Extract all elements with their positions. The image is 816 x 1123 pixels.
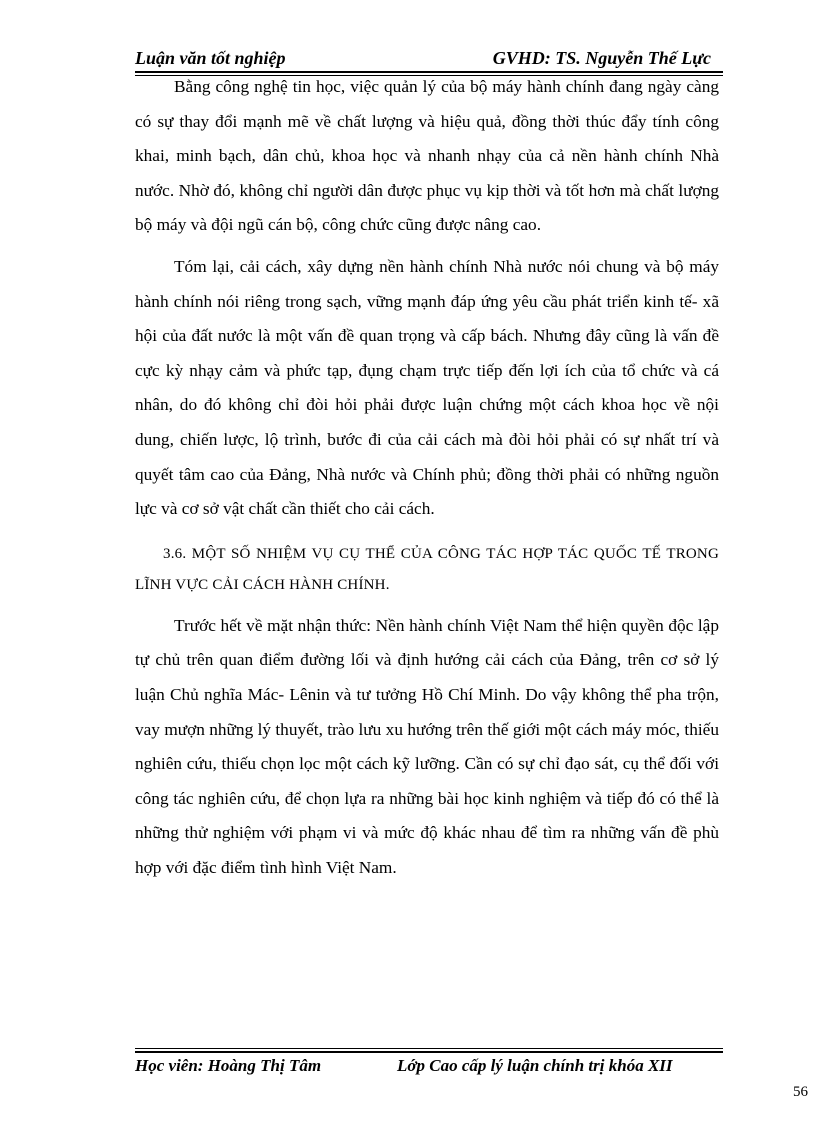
footer-student: Học viên: Hoàng Thị Tâm [135,1056,322,1075]
footer-divider-thin [135,1048,723,1049]
paragraph-1: Bằng công nghệ tin học, việc quản lý của bộ máy hành chính đang ngày càng có sự thay đổi mạnh mẽ về chất lượng và hiệu quả, đồng thời thúc đẩy tính công khai, minh bạch, dân chủ, khoa học và nhanh nhạy của cả nền hành chính Nhà nước. Nhờ đó, không chỉ người dân được phục vụ kịp thời và tốt hơn mà chất lượng bộ máy và đội ngũ cán bộ, công chức cũng được nâng cao. [135,77,719,235]
paragraph-2: Tóm lại, cải cách, xây dựng nền hành chính Nhà nước nói chung và bộ máy hành chính nói riêng trong sạch, vững mạnh đáp ứng yêu cầu phát triển kinh tế- xã hội của đất nước là một vấn đề quan trọng và cấp bách. Nhưng đây cũng là vấn đề cực kỳ nhạy cảm và phức tạp, đụng chạm trực tiếp đến lợi ích của tổ chức và cá nhân, do đó không chỉ đòi hỏi phải được luận chứng một cách khoa học về nội dung, chiến lược, lộ trình, bước đi của cải cách mà đòi hỏi phải có sự nhất trí và quyết tâm cao của Đảng, Nhà nước và Chính phủ; đồng thời phải có những nguồn lực và cơ sở vật chất cần thiết cho cải cách. [135,256,719,519]
paragraph-3: Trước hết về mặt nhận thức: Nền hành chính Việt Nam thể hiện quyền độc lập tự chủ trên quan điểm đường lối và định hướng cải cách của Đảng, trên cơ sở lý luận Chủ nghĩa Mác- Lênin và tư tưởng Hồ Chí Minh. Do vậy không thể pha trộn, vay mượn những lý thuyết, trào lưu xu hướng trên thế giới một cách máy móc, thiếu nghiên cứu, thiếu chọn lọc một cách kỹ lưỡng. Cần có sự chỉ đạo sát, cụ thể đối với công tác nghiên cứu, để chọn lựa ra những bài học kinh nghiệm và tiếp đó có thể là những thử nghiệm với phạm vi và mức độ khác nhau để tìm ra những vấn đề phù hợp với đặc điểm tình hình Việt Nam. [135,615,719,877]
footer-divider [135,1051,723,1053]
page-footer [135,1056,723,1078]
body-text [135,70,719,885]
page-header [135,48,723,70]
footer-class: Lớp Cao cấp lý luận chính trị khóa XII [397,1056,673,1075]
header-thesis-label: Luận văn tốt nghiệp [135,48,286,68]
page-number: 56 [793,1084,808,1100]
section-heading: 3.6. MỘT SỐ NHIỆM VỤ CỤ THỂ CỦA CÔNG TÁC HỢP TÁC QUỐC TẾ TRONG LĨNH VỰC CẢI CÁCH HÀNH CHÍNH. [135,545,719,593]
header-advisor: GVHD: TS. Nguyễn Thế Lực [492,48,711,68]
